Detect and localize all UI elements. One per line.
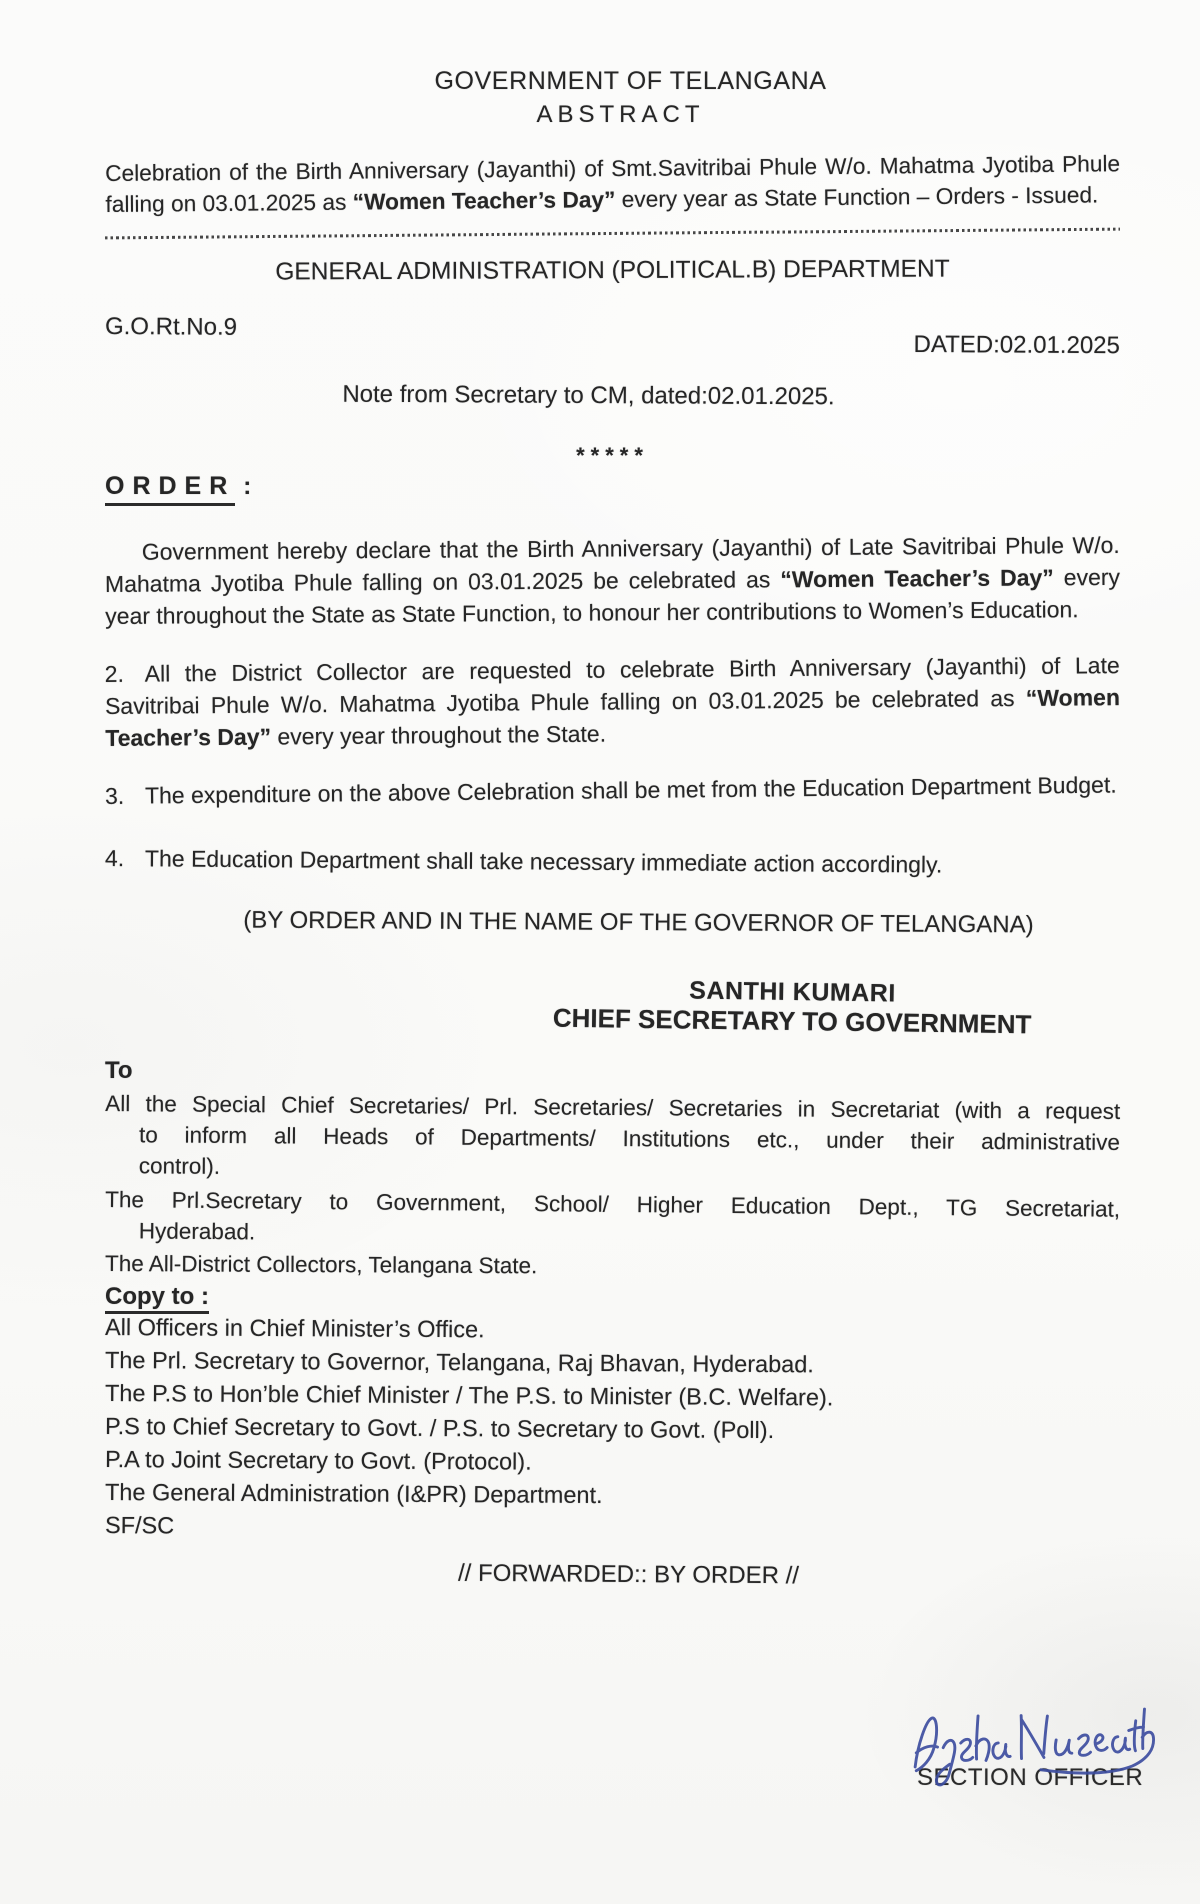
paragraph-text: The expenditure on the above Celebration shall be met from the Education Department Budget. xyxy=(144,771,1117,809)
dated-value: DATED:02.01.2025 xyxy=(913,330,1120,360)
by-order-line: (BY ORDER AND IN THE NAME OF THE GOVERNOR OF TELANGANA) xyxy=(243,906,1034,939)
subject-text-pre: Celebration of the Birth Anniversary (Jayanthi) of Smt.Savitribai Phule W/o. Mahatma Jyotiba Phule falling on 03.01.2025 as xyxy=(105,150,1121,217)
recipient-line: All the Special Chief Secretaries/ Prl. Secretaries/ Secretaries in Secretariat (with a request xyxy=(105,1091,1121,1124)
paragraph-number: 3. xyxy=(104,782,125,809)
copy-recipient-3: The P.S to Hon’ble Chief Minister / The P.S. to Minister (B.C. Welfare). xyxy=(104,1380,834,1411)
order-heading xyxy=(105,472,1120,506)
department-heading: GENERAL ADMINISTRATION (POLITICAL.B) DEPARTMENT xyxy=(275,255,950,286)
signature-block xyxy=(893,1698,1183,1818)
copy-recipient-2: The Prl. Secretary to Governor, Telangana, Raj Bhavan, Hyderabad. xyxy=(104,1347,814,1378)
go-number-row xyxy=(104,312,1120,360)
section-officer-title: SECTION OFFICER xyxy=(917,1764,1144,1791)
file-code: SF/SC xyxy=(104,1512,175,1539)
signatory-name: SANTHI KUMARI xyxy=(689,976,897,1008)
forwarded-line: // FORWARDED:: BY ORDER // xyxy=(457,1559,800,1590)
government-title: GOVERNMENT OF TELANGANA xyxy=(434,67,827,95)
paragraph-text: every year throughout the State as State Function, to honour her contributions to Women’s Education. xyxy=(105,563,1121,629)
paragraph-text: The Education Department shall take necessary immediate action accordingly. xyxy=(144,845,943,878)
paragraph-bold-phrase: “Women Teacher’s Day” xyxy=(780,564,1054,593)
signatory-block xyxy=(553,975,1032,1040)
order-word: ORDER xyxy=(105,472,235,506)
recipient-line: control). xyxy=(138,1153,221,1179)
order-colon: : xyxy=(243,473,252,500)
dotted-separator xyxy=(105,228,1120,240)
signatory-designation: CHIEF SECRETARY TO GOVERNMENT xyxy=(552,1002,1032,1040)
subject-paragraph xyxy=(105,148,1121,220)
recipient-line: Hyderabad. xyxy=(138,1218,256,1245)
copy-to-label-text: Copy to : xyxy=(105,1283,209,1314)
paragraph-number: 4. xyxy=(104,845,125,872)
to-label: To xyxy=(105,1057,133,1084)
stars-separator: ***** xyxy=(576,443,649,468)
order-paragraph-1 xyxy=(105,529,1121,632)
to-recipient-2 xyxy=(105,1184,1121,1256)
order-paragraph-4 xyxy=(105,842,1120,882)
recipient-line: to inform all Heads of Departments/ Institutions etc., under their administrative xyxy=(138,1122,1121,1155)
copy-to-label xyxy=(105,1282,1120,1311)
subject-text-post: every year as State Function – Orders - Issued. xyxy=(615,181,1099,213)
recipient-line: The Prl.Secretary to Government, School/ Higher Education Dept., TG Secretariat, xyxy=(105,1187,1121,1222)
paragraph-text: every year throughout the State. xyxy=(270,720,607,750)
order-paragraph-3 xyxy=(105,768,1120,812)
subject-bold-phrase: “Women Teacher’s Day” xyxy=(352,186,616,215)
recipient-line: The All-District Collectors, Telangana State. xyxy=(104,1251,538,1279)
note-reference-line: Note from Secretary to CM, dated:02.01.2025. xyxy=(342,380,835,411)
copy-recipient-6: The General Administration (I&PR) Department. xyxy=(104,1479,603,1509)
copy-recipient-1: All Officers in Chief Minister’s Office. xyxy=(104,1314,485,1343)
abstract-heading: ABSTRACT xyxy=(536,101,705,128)
copy-recipient-5: P.A to Joint Secretary to Govt. (Protocol). xyxy=(104,1446,532,1475)
paragraph-bold-phrase: “Women Teacher’s Day” xyxy=(105,684,1121,751)
order-paragraph-2 xyxy=(105,649,1121,754)
go-number: G.O.Rt.No.9 xyxy=(104,313,238,341)
to-recipient-3 xyxy=(105,1248,1120,1284)
paragraph-number: 2. xyxy=(104,660,125,688)
paragraph-text: Government hereby declare that the Birth Anniversary (Jayanthi) of Late Savitribai Phule W/o. Mahatma Jyotiba Phule falling on 03.01.2025 be celebrated as xyxy=(104,531,1120,597)
to-recipient-1 xyxy=(105,1088,1121,1189)
copy-recipient-4: P.S to Chief Secretary to Govt. / P.S. to Secretary to Govt. (Poll). xyxy=(104,1413,775,1444)
paragraph-text: All the District Collector are requested to celebrate Birth Anniversary (Jayanthi) of Late Savitribai Phule W/o. Mahatma Jyotiba Phule falling on 03.01.2025 be celebrated as xyxy=(104,652,1120,719)
